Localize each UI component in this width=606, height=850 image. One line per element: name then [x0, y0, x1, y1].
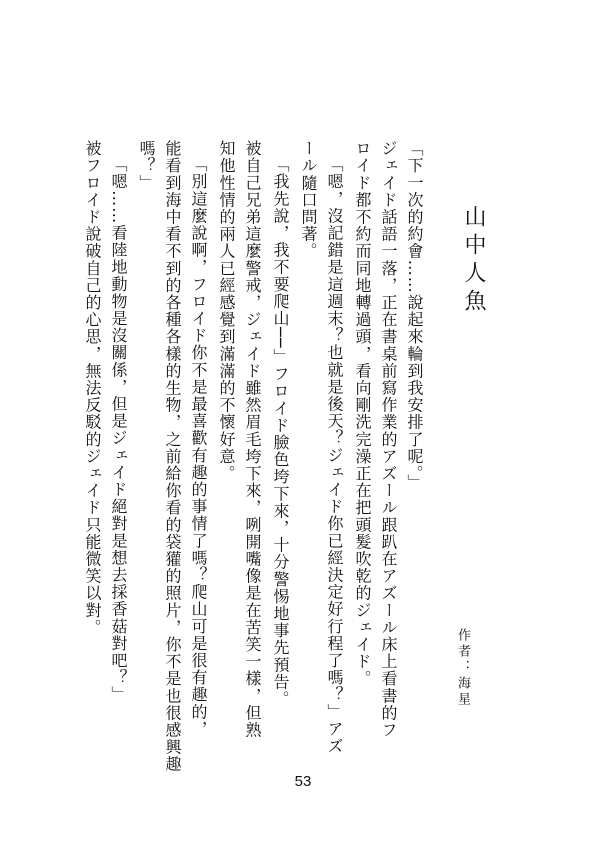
body-line: 「嗯，沒記錯是這週末？也就是後天？ジェイド你已經決定好行程了嗎？」アズ	[325, 156, 344, 755]
body-line: ール隨口問著。	[299, 140, 318, 260]
body-line: 被フロイド說破自己的心思，無法反駁的ジェイド只能微笑以對。	[83, 140, 102, 636]
author-credit: 作者：海星	[455, 628, 470, 708]
body-line: 「下一次的約會……說起來輪到我安排了呢。」	[405, 140, 424, 492]
body-line: ジェイド話語一落，正在書桌前寫作業的アズール跟趴在アズール床上看書的フ	[379, 140, 398, 739]
body-line: 嗎？」	[137, 140, 156, 192]
body-line: 被自己兄弟這麼警戒，ジェイド雖然眉毛垮下來，咧開嘴像是在苦笑一樣，但熟	[243, 140, 262, 739]
body-line: ロイド都不約而同地轉過頭，看向剛洗完澡正在把頭髮吹乾的ジェイド。	[353, 140, 372, 688]
body-line: 知他性情的兩人已經感覺到滿滿的不懷好意。	[217, 140, 236, 482]
chapter-title: 山中人魚	[461, 205, 486, 317]
body-text	[62, 140, 424, 773]
body-line: 「別這麼說啊，フロイド你不是最喜歡有趣的事情了嗎？爬山可是很有趣的，	[189, 156, 208, 738]
page-number: 53	[294, 773, 312, 790]
body-line: 「我先說，我不要爬山──」フロイド臉色垮下來，十分警惕地事先預告。	[271, 156, 290, 708]
body-line: 能看到海中看不到的各種各樣的生物，之前給你看的袋獾的照片，你不是也很感興趣	[163, 140, 182, 773]
body-line: 「嗯……看陸地動物是沒關係，但是ジェイド絕對是想去採香菇對吧？」	[109, 156, 128, 704]
